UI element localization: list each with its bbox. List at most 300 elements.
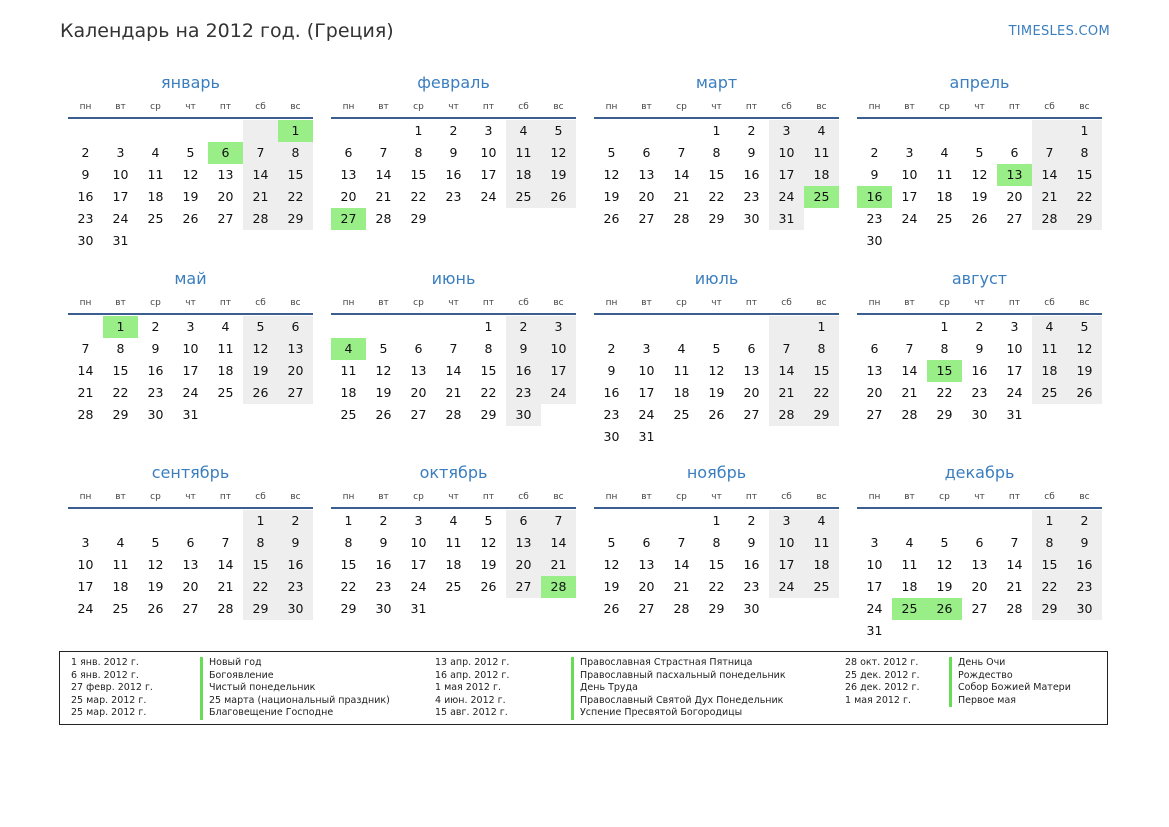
day-cell: 10	[901, 167, 918, 182]
week-row	[68, 338, 313, 360]
day-cell: 29	[112, 407, 129, 422]
day-cell: 23	[866, 211, 883, 226]
day-cell: 23	[375, 579, 392, 594]
day-cell: 22	[480, 385, 497, 400]
day-cell: 30	[375, 601, 392, 616]
day-cell: 7	[905, 341, 914, 356]
header-divider	[331, 313, 576, 315]
day-cell: 1	[243, 510, 278, 532]
weekday-label: вт	[641, 298, 652, 308]
day-cell: 19	[603, 189, 620, 204]
day-cell: 17	[182, 363, 199, 378]
day-cell: 15	[480, 363, 497, 378]
day-cell: 5	[379, 341, 388, 356]
day-cell: 21	[77, 385, 94, 400]
day-cell: 13	[638, 167, 655, 182]
day-cell: 27	[331, 208, 366, 230]
week-row	[68, 230, 313, 252]
month-block	[68, 268, 313, 426]
day-cell: 23	[445, 189, 462, 204]
day-cell: 11	[1032, 338, 1067, 360]
day-cell: 30	[1067, 598, 1102, 620]
week-row	[594, 338, 839, 360]
empty-day-cell	[1032, 120, 1067, 142]
empty-day-cell	[804, 598, 839, 620]
empty-day-cell	[892, 120, 927, 142]
day-cell: 25	[1032, 382, 1067, 404]
day-cell: 17	[1006, 363, 1023, 378]
day-cell: 12	[147, 557, 164, 572]
weekday-label: чт	[448, 492, 459, 502]
day-cell: 16	[147, 363, 164, 378]
empty-day-cell	[471, 598, 506, 620]
week-row	[594, 404, 839, 426]
day-cell: 30	[971, 407, 988, 422]
weekday-label: пт	[745, 492, 758, 502]
holiday-name: Богоявление	[200, 670, 390, 683]
empty-day-cell	[436, 316, 471, 338]
day-cell: 29	[410, 211, 427, 226]
day-cell: 7	[541, 510, 576, 532]
holiday-name: День Труда	[571, 682, 786, 695]
day-cell: 27	[182, 601, 199, 616]
holiday-name: Православный Святой Дух Понедельник	[571, 695, 786, 708]
week-row	[68, 360, 313, 382]
day-cell: 15	[410, 167, 427, 182]
day-cell: 5	[1067, 316, 1102, 338]
day-cell: 4	[151, 145, 160, 160]
week-row	[68, 510, 313, 532]
day-cell: 13	[340, 167, 357, 182]
month-block	[594, 268, 839, 448]
day-cell: 14	[673, 167, 690, 182]
day-cell: 4	[506, 120, 541, 142]
day-cell: 21	[1006, 579, 1023, 594]
week-row	[331, 404, 576, 426]
day-cell: 26	[375, 407, 392, 422]
holiday-date: 26 дек. 2012 г.	[845, 682, 920, 694]
day-cell: 7	[1032, 142, 1067, 164]
day-cell: 7	[243, 142, 278, 164]
day-cell: 25	[673, 407, 690, 422]
day-cell: 28	[901, 407, 918, 422]
day-cell: 20	[182, 579, 199, 594]
day-cell: 9	[747, 535, 756, 550]
day-cell: 8	[712, 535, 721, 550]
weekday-label: вс	[553, 492, 564, 502]
header-divider	[68, 313, 313, 315]
day-cell: 23	[506, 382, 541, 404]
day-cell: 18	[1032, 360, 1067, 382]
day-cell: 15	[278, 164, 313, 186]
day-cell: 29	[708, 601, 725, 616]
day-cell: 6	[278, 316, 313, 338]
empty-day-cell	[331, 120, 366, 142]
week-row	[857, 120, 1102, 142]
empty-day-cell	[997, 120, 1032, 142]
day-cell: 23	[147, 385, 164, 400]
day-cell: 11	[673, 363, 690, 378]
day-cell: 28	[673, 211, 690, 226]
day-cell: 28	[445, 407, 462, 422]
weekday-label: вс	[1079, 102, 1090, 112]
day-cell: 17	[769, 164, 804, 186]
day-cell: 5	[243, 316, 278, 338]
day-cell: 19	[603, 579, 620, 594]
day-cell: 13	[278, 338, 313, 360]
day-cell: 24	[182, 385, 199, 400]
week-row	[68, 164, 313, 186]
day-cell: 9	[870, 167, 879, 182]
day-cell: 18	[147, 189, 164, 204]
day-cell: 1	[804, 316, 839, 338]
day-cell: 30	[77, 233, 94, 248]
day-cell: 2	[1067, 510, 1102, 532]
day-cell: 13	[182, 557, 199, 572]
weekday-label: ср	[413, 492, 424, 502]
empty-day-cell	[857, 316, 892, 338]
week-row	[68, 382, 313, 404]
header-divider	[594, 507, 839, 509]
day-cell: 25	[892, 598, 927, 620]
weekday-label: сб	[518, 102, 529, 112]
day-cell: 9	[151, 341, 160, 356]
weekday-label: вт	[904, 298, 915, 308]
month-name: октябрь	[419, 463, 488, 482]
day-cell: 17	[901, 189, 918, 204]
day-cell: 19	[708, 385, 725, 400]
weekday-label: чт	[974, 492, 985, 502]
empty-day-cell	[366, 316, 401, 338]
empty-day-cell	[927, 620, 962, 642]
weekday-label: ср	[413, 102, 424, 112]
week-row	[331, 208, 576, 230]
empty-day-cell	[594, 316, 629, 338]
day-cell: 21	[673, 579, 690, 594]
weekday-label: пн	[605, 102, 618, 112]
holiday-date: 16 апр. 2012 г.	[435, 669, 510, 681]
day-cell: 27	[971, 601, 988, 616]
day-cell: 5	[975, 145, 984, 160]
empty-day-cell	[629, 120, 664, 142]
day-cell: 31	[182, 407, 199, 422]
week-row	[331, 382, 576, 404]
weekday-label: сб	[518, 492, 529, 502]
week-row	[857, 576, 1102, 598]
day-cell: 21	[901, 385, 918, 400]
day-cell: 18	[804, 164, 839, 186]
day-cell: 28	[77, 407, 94, 422]
day-cell: 24	[480, 189, 497, 204]
holiday-name: Чистый понедельник	[200, 682, 390, 695]
day-cell: 28	[375, 211, 392, 226]
weekday-label: чт	[711, 298, 722, 308]
weekday-label: чт	[185, 298, 196, 308]
day-cell: 30	[866, 233, 883, 248]
day-cell: 22	[112, 385, 129, 400]
empty-day-cell	[997, 510, 1032, 532]
day-cell: 25	[936, 211, 953, 226]
holiday-name: 25 марта (национальный праздник)	[200, 695, 390, 708]
empty-day-cell	[1032, 230, 1067, 252]
week-row	[331, 532, 576, 554]
day-cell: 10	[410, 535, 427, 550]
day-cell: 10	[77, 557, 94, 572]
day-cell: 22	[278, 186, 313, 208]
empty-day-cell	[769, 598, 804, 620]
day-cell: 13	[866, 363, 883, 378]
weekday-label: сб	[781, 298, 792, 308]
day-cell: 20	[506, 554, 541, 576]
day-cell: 21	[243, 186, 278, 208]
day-cell: 27	[217, 211, 234, 226]
holiday-dates-column-2	[435, 657, 509, 720]
day-cell: 28	[769, 404, 804, 426]
day-cell: 2	[747, 513, 756, 528]
day-cell: 10	[866, 557, 883, 572]
holiday-date: 1 мая 2012 г.	[435, 682, 501, 694]
weekday-label: ср	[939, 298, 950, 308]
week-row	[68, 316, 313, 338]
day-cell: 31	[112, 233, 129, 248]
day-cell: 6	[186, 535, 195, 550]
day-cell: 19	[480, 557, 497, 572]
week-row	[331, 142, 576, 164]
week-row	[331, 510, 576, 532]
empty-day-cell	[734, 316, 769, 338]
day-cell: 2	[449, 123, 458, 138]
weekday-label: сб	[1044, 102, 1055, 112]
weekday-label: пн	[605, 492, 618, 502]
holiday-date: 1 мая 2012 г.	[845, 694, 911, 706]
holiday-dates-column-1	[71, 657, 153, 720]
empty-day-cell	[208, 404, 243, 426]
day-cell: 16	[506, 360, 541, 382]
day-cell: 25	[804, 576, 839, 598]
empty-day-cell	[892, 620, 927, 642]
month-name: ноябрь	[686, 463, 747, 482]
day-cell: 16	[77, 189, 94, 204]
day-cell: 11	[804, 532, 839, 554]
empty-day-cell	[927, 120, 962, 142]
month-block	[594, 462, 839, 620]
week-row	[68, 576, 313, 598]
day-cell: 16	[278, 554, 313, 576]
day-cell: 9	[379, 535, 388, 550]
empty-day-cell	[804, 426, 839, 448]
day-cell: 26	[1067, 382, 1102, 404]
day-cell: 5	[484, 513, 493, 528]
week-row	[594, 120, 839, 142]
week-row	[68, 186, 313, 208]
day-cell: 5	[151, 535, 160, 550]
weekday-label: вт	[641, 492, 652, 502]
day-cell: 9	[506, 338, 541, 360]
day-cell: 3	[1010, 319, 1019, 334]
day-cell: 17	[77, 579, 94, 594]
empty-day-cell	[243, 230, 278, 252]
weekday-label: сб	[518, 298, 529, 308]
weekday-label: пт	[1008, 102, 1021, 112]
day-cell: 4	[677, 341, 686, 356]
day-cell: 21	[1032, 186, 1067, 208]
day-cell: 18	[217, 363, 234, 378]
weekday-header	[857, 100, 1102, 114]
day-cell: 13	[506, 532, 541, 554]
day-cell: 2	[975, 319, 984, 334]
empty-day-cell	[401, 316, 436, 338]
weekday-label: пт	[745, 102, 758, 112]
day-cell: 19	[182, 189, 199, 204]
weekday-label: чт	[185, 492, 196, 502]
week-row	[331, 554, 576, 576]
day-cell: 8	[344, 535, 353, 550]
day-cell: 14	[1032, 164, 1067, 186]
day-cell: 4	[116, 535, 125, 550]
weekday-header	[857, 296, 1102, 310]
day-cell: 30	[278, 598, 313, 620]
day-cell: 28	[217, 601, 234, 616]
day-cell: 23	[603, 407, 620, 422]
day-cell: 5	[712, 341, 721, 356]
day-cell: 20	[278, 360, 313, 382]
holiday-name: День Очи	[949, 657, 1071, 670]
day-cell: 14	[901, 363, 918, 378]
day-cell: 25	[147, 211, 164, 226]
day-cell: 31	[1006, 407, 1023, 422]
month-block	[857, 462, 1102, 642]
empty-day-cell	[629, 316, 664, 338]
day-cell: 13	[743, 363, 760, 378]
week-row	[331, 316, 576, 338]
site-link[interactable]: TIMESLES.COM	[1008, 24, 1110, 39]
day-cell: 7	[677, 535, 686, 550]
day-cell: 26	[927, 598, 962, 620]
day-cell: 15	[708, 167, 725, 182]
day-cell: 24	[77, 601, 94, 616]
week-row	[331, 120, 576, 142]
day-cell: 28	[243, 208, 278, 230]
weekday-label: пт	[219, 298, 232, 308]
empty-day-cell	[927, 510, 962, 532]
weekday-header	[68, 296, 313, 310]
day-cell: 9	[975, 341, 984, 356]
weekday-label: пт	[482, 492, 495, 502]
month-block	[331, 72, 576, 230]
day-cell: 30	[743, 211, 760, 226]
day-cell: 23	[743, 189, 760, 204]
day-cell: 7	[221, 535, 230, 550]
week-row	[857, 510, 1102, 532]
day-cell: 23	[971, 385, 988, 400]
day-cell: 19	[971, 189, 988, 204]
holiday-date: 1 янв. 2012 г.	[71, 657, 139, 668]
weekday-label: сб	[781, 492, 792, 502]
day-cell: 1	[1067, 120, 1102, 142]
weekday-label: чт	[448, 298, 459, 308]
week-row	[857, 186, 1102, 208]
day-cell: 23	[77, 211, 94, 226]
empty-day-cell	[243, 404, 278, 426]
day-cell: 15	[1067, 164, 1102, 186]
day-cell: 6	[208, 142, 243, 164]
day-cell: 20	[1006, 189, 1023, 204]
day-cell: 22	[708, 189, 725, 204]
empty-day-cell	[173, 120, 208, 142]
weekday-label: ср	[150, 492, 161, 502]
empty-day-cell	[962, 510, 997, 532]
day-cell: 24	[866, 601, 883, 616]
holiday-date: 4 июн. 2012 г.	[435, 694, 506, 706]
empty-day-cell	[769, 316, 804, 338]
day-cell: 21	[217, 579, 234, 594]
empty-day-cell	[278, 230, 313, 252]
weekday-label: чт	[448, 102, 459, 112]
day-cell: 27	[638, 601, 655, 616]
empty-day-cell	[962, 620, 997, 642]
day-cell: 20	[638, 579, 655, 594]
day-cell: 6	[414, 341, 423, 356]
empty-day-cell	[1032, 620, 1067, 642]
week-row	[68, 532, 313, 554]
day-cell: 1	[1032, 510, 1067, 532]
day-cell: 17	[866, 579, 883, 594]
empty-day-cell	[541, 208, 576, 230]
week-row	[857, 316, 1102, 338]
empty-day-cell	[664, 510, 699, 532]
day-cell: 11	[147, 167, 164, 182]
day-cell: 7	[449, 341, 458, 356]
day-cell: 10	[541, 338, 576, 360]
day-cell: 5	[607, 535, 616, 550]
day-cell: 24	[410, 579, 427, 594]
day-cell: 4	[331, 338, 366, 360]
empty-day-cell	[664, 426, 699, 448]
empty-day-cell	[103, 120, 138, 142]
week-row	[857, 598, 1102, 620]
day-cell: 17	[769, 554, 804, 576]
day-cell: 25	[112, 601, 129, 616]
day-cell: 24	[1006, 385, 1023, 400]
day-cell: 28	[541, 576, 576, 598]
day-cell: 31	[410, 601, 427, 616]
month-name: июнь	[431, 269, 476, 288]
day-cell: 6	[506, 510, 541, 532]
day-cell: 5	[186, 145, 195, 160]
day-cell: 2	[870, 145, 879, 160]
month-block	[857, 268, 1102, 426]
day-cell: 14	[445, 363, 462, 378]
empty-day-cell	[506, 598, 541, 620]
day-cell: 2	[81, 145, 90, 160]
header-divider	[68, 507, 313, 509]
day-cell: 7	[379, 145, 388, 160]
day-cell: 26	[541, 186, 576, 208]
day-cell: 5	[940, 535, 949, 550]
day-cell: 26	[603, 601, 620, 616]
day-cell: 26	[708, 407, 725, 422]
day-cell: 16	[971, 363, 988, 378]
weekday-label: вт	[904, 492, 915, 502]
day-cell: 9	[81, 167, 90, 182]
day-cell: 15	[243, 554, 278, 576]
weekday-header	[594, 490, 839, 504]
day-cell: 21	[375, 189, 392, 204]
weekday-label: чт	[711, 102, 722, 112]
weekday-header	[594, 100, 839, 114]
weekday-label: сб	[1044, 492, 1055, 502]
day-cell: 20	[340, 189, 357, 204]
